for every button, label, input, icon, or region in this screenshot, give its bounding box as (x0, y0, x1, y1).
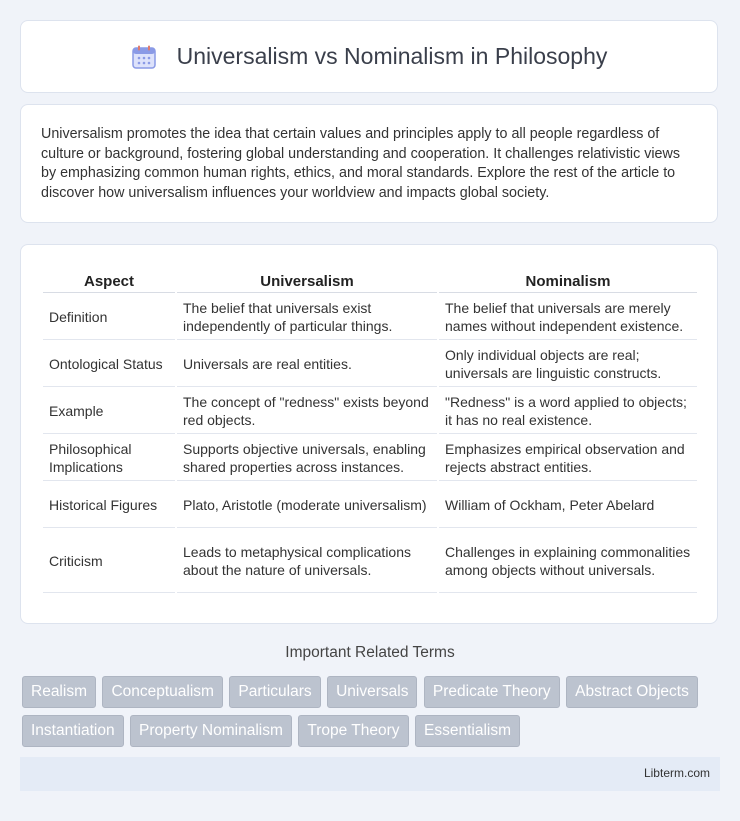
table-row (43, 530, 697, 593)
header-universalism: Universalism (177, 267, 437, 293)
cell-aspect: Ontological Status (43, 342, 175, 387)
cell-universalism: The concept of "redness" exists beyond red objects. (177, 389, 437, 434)
related-term-tag[interactable]: Abstract Objects (566, 676, 698, 708)
related-term-tag[interactable]: Trope Theory (298, 715, 408, 747)
related-term-tag[interactable]: Conceptualism (102, 676, 223, 708)
header-card (20, 20, 718, 93)
cell-nominalism: William of Ockham, Peter Abelard (439, 483, 697, 528)
cell-universalism: Supports objective universals, enabling shared properties across instances. (177, 436, 437, 481)
intro-paragraph: Universalism promotes the idea that certain values and principles apply to all people regardless of culture or background, fostering global understanding and cooperation. It challenges relativistic views by emphasizing common human rights, ethics, and moral standards. Explore the rest of the article to discover how universalism influences your worldview and impacts global society. (41, 126, 680, 201)
calendar-icon (131, 44, 157, 70)
cell-universalism: Leads to metaphysical complications about the nature of universals. (177, 530, 437, 593)
cell-nominalism: Only individual objects are real; universals are linguistic constructs. (439, 342, 697, 387)
cell-universalism: The belief that universals exist independently of particular things. (177, 295, 437, 340)
related-terms-title: Important Related Terms (285, 644, 455, 661)
header-aspect: Aspect (43, 267, 175, 293)
related-terms-list (22, 676, 722, 754)
cell-universalism: Plato, Aristotle (moderate universalism) (177, 483, 437, 528)
cell-nominalism: The belief that universals are merely names without independent existence. (439, 295, 697, 340)
cell-nominalism: Challenges in explaining commonalities among objects without universals. (439, 530, 697, 593)
footer-brand-link[interactable]: Libterm.com (643, 766, 710, 780)
table-row (43, 342, 697, 387)
comparison-table (41, 265, 699, 595)
table-header-row (43, 267, 697, 293)
comparison-table-card (20, 244, 718, 624)
cell-aspect: Historical Figures (43, 483, 175, 528)
cell-universalism: Universals are real entities. (177, 342, 437, 387)
footer (20, 757, 720, 791)
table-row (43, 295, 697, 340)
cell-nominalism: Emphasizes empirical observation and rejects abstract entities. (439, 436, 697, 481)
cell-nominalism: "Redness" is a word applied to objects; it has no real existence. (439, 389, 697, 434)
cell-aspect: Criticism (43, 530, 175, 593)
related-term-tag[interactable]: Realism (22, 676, 96, 708)
table-row (43, 436, 697, 481)
page-title: Universalism vs Nominalism in Philosophy (176, 43, 608, 69)
related-term-tag[interactable]: Predicate Theory (424, 676, 560, 708)
related-term-tag[interactable]: Essentialism (415, 715, 520, 747)
related-term-tag[interactable]: Particulars (229, 676, 320, 708)
table-row (43, 483, 697, 528)
table-row (43, 389, 697, 434)
related-term-tag[interactable]: Instantiation (22, 715, 124, 747)
cell-aspect: Example (43, 389, 175, 434)
related-term-tag[interactable]: Property Nominalism (130, 715, 292, 747)
intro-card (20, 104, 718, 223)
related-term-tag[interactable]: Universals (327, 676, 417, 708)
cell-aspect: Philosophical Implications (43, 436, 175, 481)
header-nominalism: Nominalism (439, 267, 697, 293)
cell-aspect: Definition (43, 295, 175, 340)
